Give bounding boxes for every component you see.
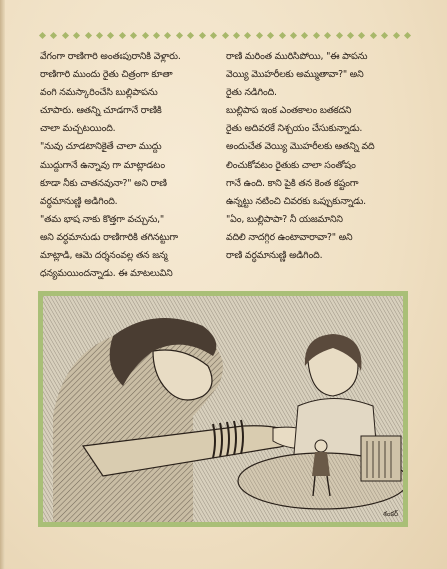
text-line: చూపారు. ఆతన్ని చూడగానే రాణికి	[40, 105, 162, 117]
text-line: వదిలి నాదగ్గిర ఉంటావారావా?" అని	[226, 231, 353, 243]
illustration-drawing	[43, 296, 403, 522]
text-line: వర్ధమానుణ్ణి అడిగింది.	[40, 195, 118, 207]
top-ornament	[40, 30, 410, 40]
small-cabinet	[361, 436, 401, 481]
text-line: బుల్లిపాప ఇంక ఎంతకాలం బతకదని	[226, 105, 352, 117]
text-line: "తమ భాష నాకు కొత్తగా వచ్చును,"	[40, 213, 165, 225]
text-line: "ఏం, బుల్లిపాపా? నీ యజమానిని	[226, 213, 343, 225]
text-line: అని వర్ధమానుడు రాణిగారికి తగినట్టుగా	[40, 231, 178, 243]
text-line: కూడా నీకు చాతనవునా?" అని రాణి	[40, 177, 167, 189]
text-line: ధన్యమయిందన్నాడు. ఈ మాటలువిని	[40, 268, 173, 280]
left-text-column	[40, 48, 218, 283]
text-line: ముద్దుగానే ఉన్నావు గా మాట్లాడటం	[40, 159, 165, 171]
text-line: రైతు అదివరకే నిశ్చయం చేసుకున్నాడు.	[226, 123, 363, 135]
text-line: లించుకోవటం రైతుకు చాలా సంతోషం	[226, 159, 356, 171]
text-line: వెయ్యి మొహరీలకు అమ్ముతావా?" అని	[226, 69, 364, 81]
text-line: అందుచేత వెయ్యి మొహరీలకు ఆతన్ని వది	[226, 141, 375, 153]
text-line: గానే ఉంది. కాని పైకి తన కెంత కష్టంగా	[226, 177, 359, 189]
text-line: వంగి నమస్కారించేసి బుల్లిపాపను	[40, 87, 158, 99]
text-line: మాట్లాడి, ఆమె దర్శనంవల్ల తన జన్మ	[40, 250, 168, 262]
story-illustration	[38, 291, 408, 527]
text-line: రాణి మరింత మురిసిపోయి, "ఈ పాపను	[226, 51, 368, 62]
text-line: రాణిగారి ముందు రైతు చిత్రంగా కూతా	[40, 69, 173, 81]
text-line: చాలా మచ్చటయింది.	[40, 123, 116, 135]
text-line: రాణి వర్ధమానుణ్ణి అడిగింది.	[226, 250, 323, 262]
page-edge	[0, 0, 5, 569]
text-line: వేగంగా రాణిగారి అంతఃపురానికి వెళ్లారు.	[40, 51, 181, 62]
right-text-column	[226, 48, 412, 265]
text-line: రైతు నడిగింది.	[226, 87, 277, 99]
artist-signature: శంకర్	[383, 510, 399, 518]
text-line: ఉన్నట్టు నటించి చివరకు ఒప్పుకున్నాడు.	[226, 195, 366, 207]
text-line: "నువు చూడటానికైతే చాలా ముద్దు	[40, 141, 162, 153]
